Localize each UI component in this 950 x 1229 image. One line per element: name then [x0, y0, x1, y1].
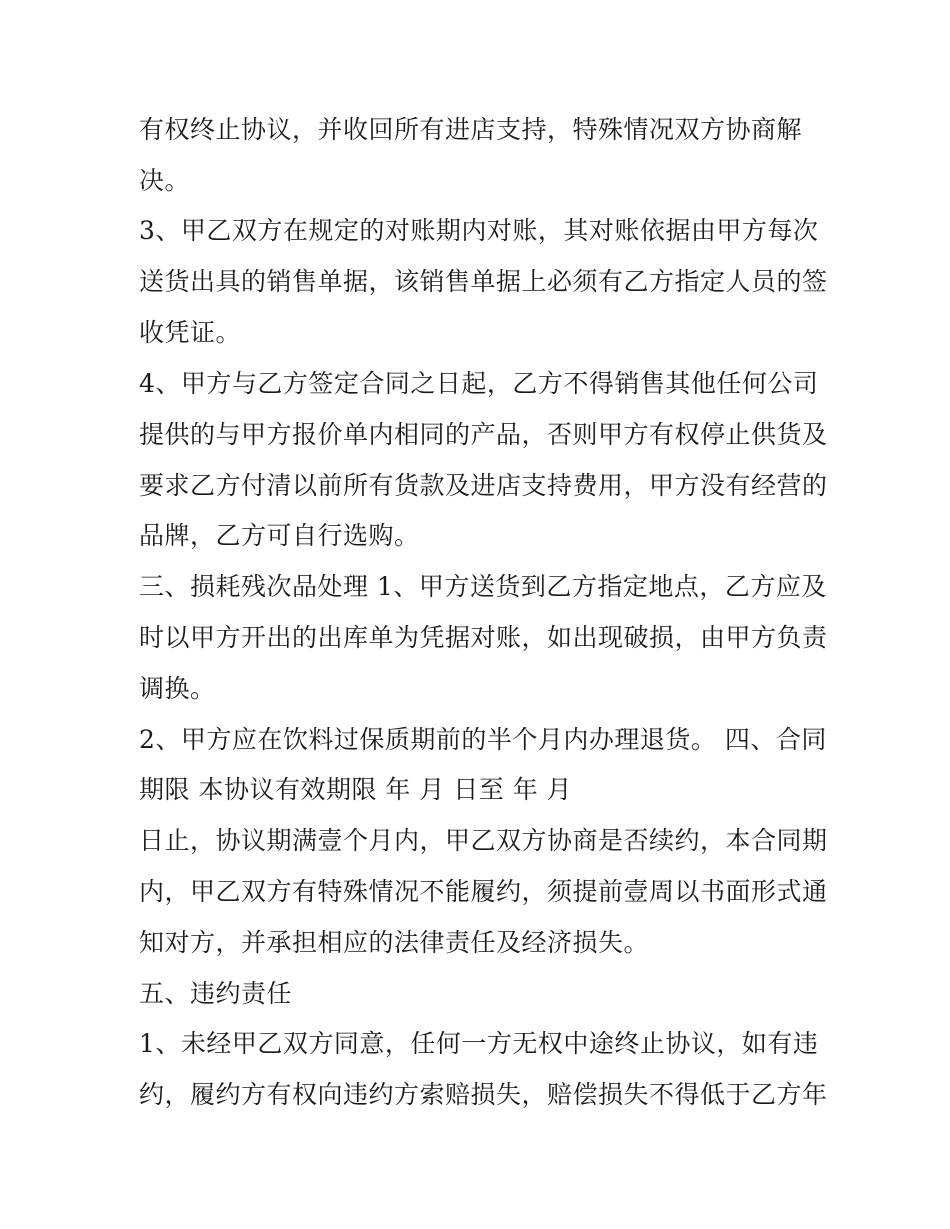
- section-heading: 五、违约责任: [139, 979, 293, 1008]
- text-line: 日止，协议期满壹个月内，甲乙双方协商是否续约，本合同期: [139, 826, 828, 855]
- text-line: 提供的与甲方报价单内相同的产品，否则甲方有权停止供货及: [139, 420, 828, 449]
- text-line: 期限 本协议有效期限 年 月 日至 年 月: [139, 775, 573, 804]
- text-line: 品牌，乙方可自行选购。: [139, 521, 420, 550]
- text-line: 决。: [139, 166, 191, 195]
- text-line: 2、甲方应在饮料过保质期前的半个月内办理退货。 四、合同: [139, 725, 827, 754]
- text-line: 时以甲方开出的出库单为凭据对账，如出现破损，由甲方负责: [139, 623, 828, 652]
- text-line: 4、甲方与乙方签定合同之日起，乙方不得销售其他任何公司: [139, 369, 819, 398]
- text-line: 约，履约方有权向违约方索赔损失，赔偿损失不得低于乙方年: [139, 1080, 828, 1109]
- text-line: 收凭证。: [139, 318, 242, 347]
- text-line: 要求乙方付清以前所有货款及进店支持费用，甲方没有经营的: [139, 471, 828, 500]
- text-line: 送货出具的销售单据，该销售单据上必须有乙方指定人员的签: [139, 267, 828, 296]
- text-line: 知对方，并承担相应的法律责任及经济损失。: [139, 928, 650, 957]
- text-line: 内，甲乙双方有特殊情况不能履约，须提前壹周以书面形式通: [139, 877, 828, 906]
- text-line: 三、损耗残次品处理 1、甲方送货到乙方指定地点，乙方应及: [139, 572, 827, 601]
- text-line: 调换。: [139, 674, 216, 703]
- text-line: 1、未经甲乙双方同意，任何一方无权中途终止协议，如有违: [139, 1029, 819, 1058]
- text-line: 有权终止协议，并收回所有进店支持，特殊情况双方协商解: [139, 115, 803, 144]
- text-line: 3、甲乙双方在规定的对账期内对账，其对账依据由甲方每次: [139, 216, 819, 245]
